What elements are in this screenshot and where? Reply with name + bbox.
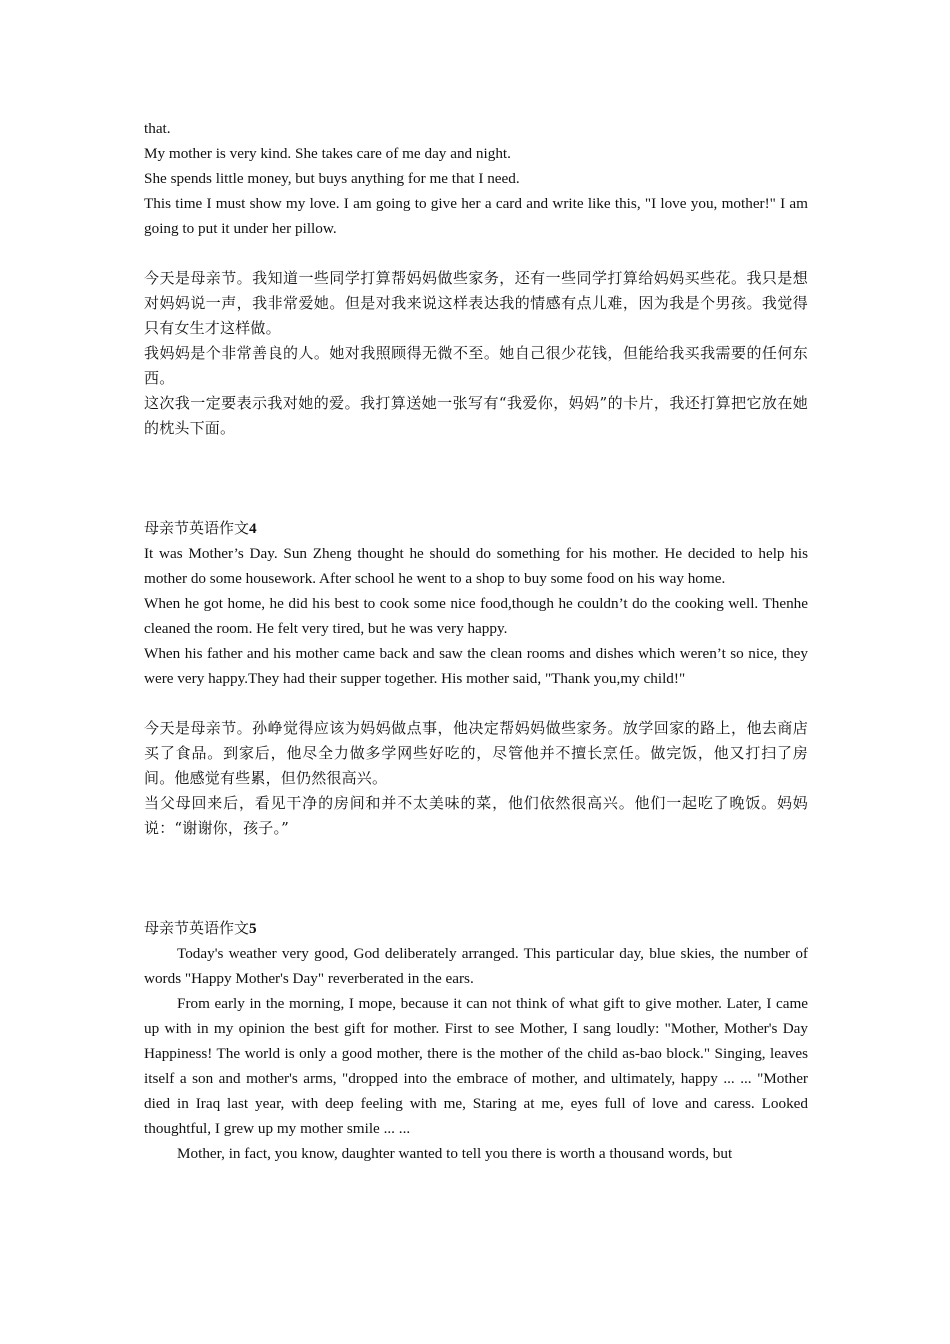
paragraph-gap xyxy=(144,691,808,716)
section-heading-4 xyxy=(144,516,808,541)
section-heading-number: 5 xyxy=(249,920,257,937)
english-paragraph: My mother is very kind. She takes care of me day and night. xyxy=(144,145,511,162)
chinese-paragraph: 这次我一定要表示我对她的爱。我打算送她一张写有“我爱你，妈妈”的卡片，我还打算把它放在她的枕头下面。 xyxy=(144,394,808,437)
chinese-paragraph: 今天是母亲节。孙峥觉得应该为妈妈做点事，他决定帮妈妈做些家务。放学回家的路上，他去商店买了食品。到家后，他尽全力做多学网些好吃的，尽管他并不擅长烹任。做完饭，他又打扫了房间。他感觉有些累，但仍然很高兴。 xyxy=(144,719,808,787)
english-paragraph: When he got home, he did his best to cook some nice food,though he couldn’t do the cooking well. Thenhe cleaned the room. He felt very tired, but he was very happy. xyxy=(144,595,808,637)
chinese-paragraph: 我妈妈是个非常善良的人。她对我照顾得无微不至。她自己很少花钱，但能给我买我需要的任何东西。 xyxy=(144,344,808,387)
english-paragraph: It was Mother’s Day. Sun Zheng thought he should do something for his mother. He decided to help his mother do some housework. After school he went to a shop to buy some food on his way home. xyxy=(144,545,808,587)
english-paragraph: This time I must show my love. I am going to give her a card and write like this, "I love you, mother!" I am going to put it under her pillow. xyxy=(144,195,808,237)
section-heading-5 xyxy=(144,916,808,941)
english-paragraph: She spends little money, but buys anything for me that I need. xyxy=(144,170,520,187)
document-page xyxy=(144,116,808,1166)
english-paragraph: Today's weather very good, God deliberately arranged. This particular day, blue skies, the number of words "Happy Mother's Day" reverberated in the ears. xyxy=(144,945,808,987)
english-paragraph: Mother, in fact, you know, daughter wanted to tell you there is worth a thousand words, but xyxy=(177,1145,733,1162)
section-heading-number: 4 xyxy=(249,520,257,537)
english-paragraph: From early in the morning, I mope, because it can not think of what gift to give mother. Later, I came up with in my opinion the best gift for mother. First to see Mother, I sang loudly: "Mother, Mother's Day Happiness! The world is only a good mother, there is the mother of the child as-bao block." Singing, leaves itself a son and mother's arms, "dropped into the embrace of mother, and ultimately, happy ... ... "Mother died in Iraq last year, with deep feeling with me, Staring at me, eyes full of love and caress. Looked thoughtful, I grew up my mother smile ... ... xyxy=(144,995,808,1137)
section-heading-text: 母亲节英语作文 xyxy=(144,919,250,937)
section-gap xyxy=(144,841,808,916)
english-paragraph: When his father and his mother came back and saw the clean rooms and dishes which weren’t so nice, they were very happy.They had their supper together. His mother said, "Thank you,my child!" xyxy=(144,645,808,687)
chinese-paragraph: 当父母回来后，看见干净的房间和并不太美味的菜，他们依然很高兴。他们一起吃了晚饭。妈妈说：“谢谢你，孩子。” xyxy=(144,794,808,837)
chinese-paragraph: 今天是母亲节。我知道一些同学打算帮妈妈做些家务，还有一些同学打算给妈妈买些花。我只是想对妈妈说一声，我非常爱她。但是对我来说这样表达我的情感有点儿难，因为我是个男孩。我觉得只有女生才这样做。 xyxy=(144,269,808,337)
english-paragraph: that. xyxy=(144,120,171,137)
section-gap xyxy=(144,441,808,516)
section-heading-text: 母亲节英语作文 xyxy=(144,519,250,537)
paragraph-gap xyxy=(144,241,808,266)
